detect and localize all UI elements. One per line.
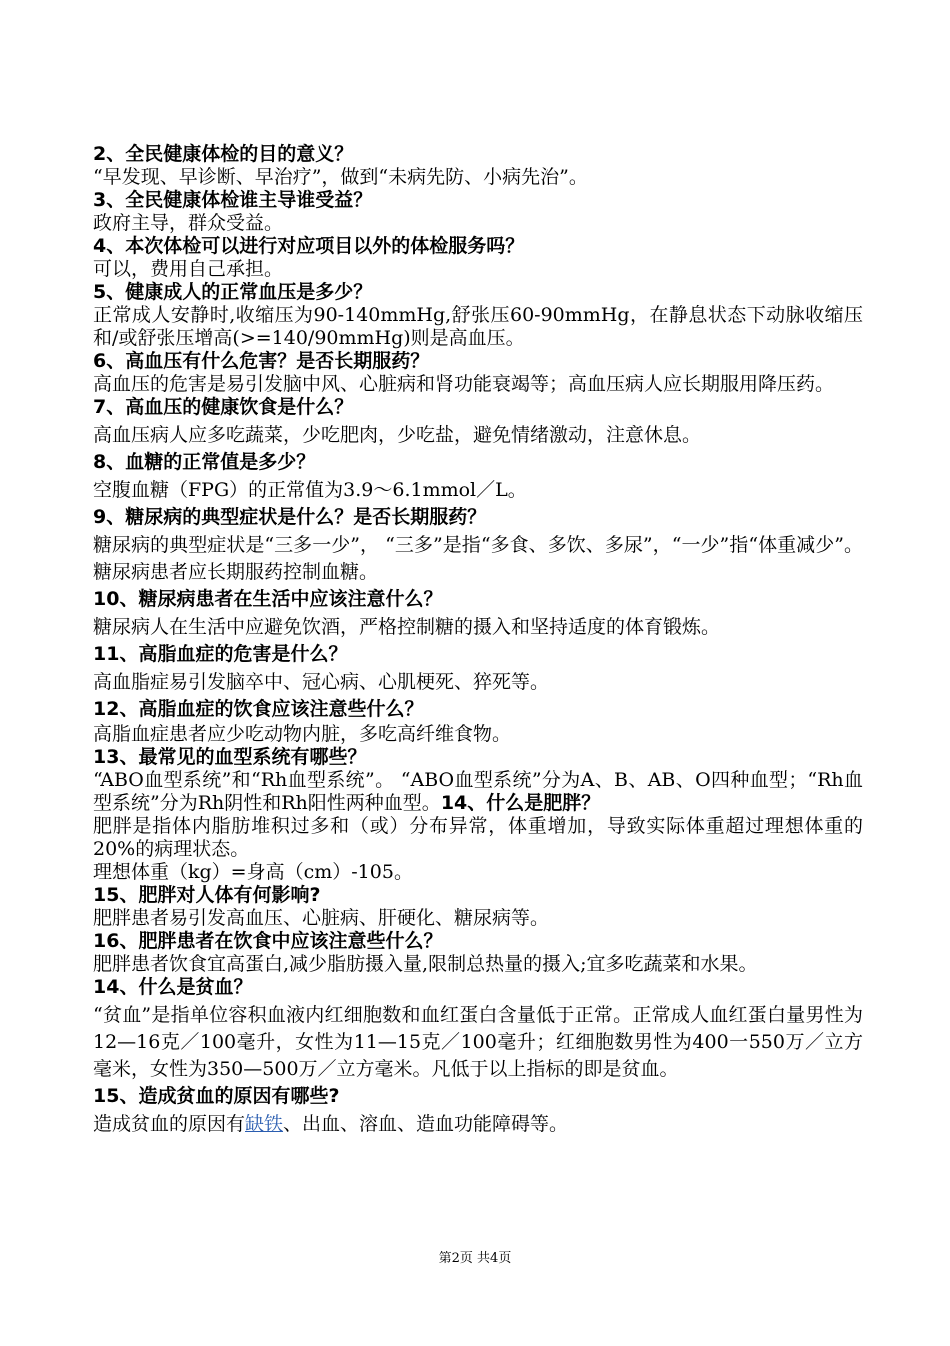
answer-text: 高血脂症易引发脑卒中、冠心病、心肌梗死、猝死等。 (93, 671, 550, 693)
answer-text: 理想体重（kg）=身高（cm）-105。 (93, 861, 413, 883)
answer-text: 空腹血糖（FPG）的正常值为3.9～6.1mmol／L。 (93, 479, 527, 501)
question-heading: 8、血糖的正常值是多少？ (93, 451, 316, 473)
answer-text: 高血压病人应多吃蔬菜，少吃肥肉，少吃盐，避免情绪激动，注意休息。 (93, 424, 702, 446)
question-heading: 15、造成贫血的原因有哪些? (93, 1085, 340, 1107)
answer-text: “贫血”是指单位容积血液内红细胞数和血红蛋白含量低于正常。正常成人血红蛋白量男性为12—16克／100毫升，女性为11—15克／100毫升；红细胞数男性为400一550万／立方毫米，女性为350—500万／立方毫米。凡低于以上指标的即是贫血。 (93, 1004, 863, 1080)
document-body (93, 143, 863, 1140)
question-heading: 2、全民健康体检的目的意义？ (93, 143, 354, 165)
answer-text: 糖尿病人在生活中应避免饮酒，严格控制糖的摄入和坚持适度的体育锻炼。 (93, 616, 721, 638)
answer-text: 糖尿病的典型症状是“三多一少”， “三多”是指“多食、多饮、多尿”，“一少”指“体重减少”。糖尿病患者应长期服药控制血糖。 (93, 534, 863, 583)
answer-inline-text: “ABO血型系统”和“Rh血型系统”。 “ABO血型系统”分为A、B、AB、O四种血型；“Rh血型系统”分为Rh阴性和Rh阳性两种血型。 (93, 769, 863, 814)
answer-text: 肥胖是指体内脂肪堆积过多和（或）分布异常，体重增加，导致实际体重超过理想体重的20%的病理状态。 (93, 815, 863, 860)
answer-inline-text: 、出血、溶血、造血功能障碍等。 (283, 1113, 569, 1135)
answer-text: 高血压的危害是易引发脑中风、心脏病和肾功能衰竭等；高血压病人应长期服用降压药。 (93, 373, 835, 395)
question-heading: 16、肥胖患者在饮食中应该注意些什么？ (93, 930, 443, 952)
answer-text: 政府主导，群众受益。 (93, 212, 284, 234)
question-heading: 14、什么是贫血？ (93, 976, 253, 998)
answer-text (93, 1111, 863, 1138)
question-heading: 6、高血压有什么危害？是否长期服药？ (93, 350, 430, 372)
answer-text: 肥胖患者饮食宜高蛋白,减少脂肪摄入量,限制总热量的摄入;宜多吃蔬菜和水果。 (93, 953, 758, 975)
question-heading: 3、全民健康体检谁主导谁受益？ (93, 189, 373, 211)
answer-text: “早发现、早诊断、早治疗”，做到“未病先防、小病先治”。 (93, 166, 588, 188)
answer-text (93, 769, 863, 815)
question-heading: 13、最常见的血型系统有哪些？ (93, 746, 367, 768)
iron-deficiency-link[interactable]: 缺铁 (245, 1113, 284, 1135)
question-heading: 10、糖尿病患者在生活中应该注意什么？ (93, 588, 443, 610)
question-heading: 15、肥胖对人体有何影响? (93, 884, 321, 906)
question-heading: 5、健康成人的正常血压是多少？ (93, 281, 373, 303)
answer-text: 可以，费用自己承担。 (93, 258, 284, 280)
answer-text: 正常成人安静时,收缩压为90-140mmHg,舒张压60-90mmHg，在静息状态下动脉收缩压和/或舒张压增高(>=140/90mmHg)则是高血压。 (93, 304, 863, 349)
question-heading: 4、本次体检可以进行对应项目以外的体检服务吗？ (93, 235, 525, 257)
question-heading: 12、高脂血症的饮食应该注意些什么？ (93, 698, 424, 720)
answer-text: 高脂血症患者应少吃动物内脏，多吃高纤维食物。 (93, 723, 512, 745)
question-heading-inline: 14、什么是肥胖？ (440, 792, 601, 814)
answer-text: 肥胖患者易引发高血压、心脏病、肝硬化、糖尿病等。 (93, 907, 550, 929)
question-heading: 9、糖尿病的典型症状是什么？是否长期服药？ (93, 506, 487, 528)
question-heading: 7、高血压的健康饮食是什么？ (93, 396, 354, 418)
page-footer: 第2页 共4页 (438, 1251, 512, 1266)
answer-inline-text: 造成贫血的原因有 (93, 1113, 246, 1135)
question-heading: 11、高脂血症的危害是什么？ (93, 643, 348, 665)
